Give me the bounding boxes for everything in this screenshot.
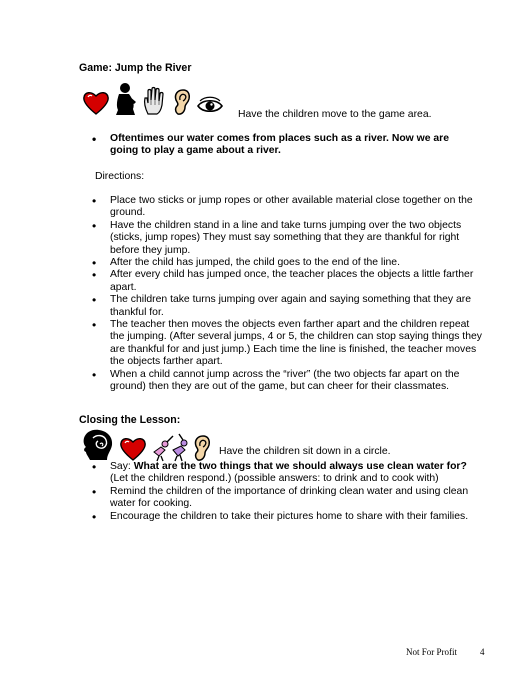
list-item: • The teacher then moves the objects even farther apart and the children repeat the jumping. (After several jumps, 4 or 5, the children can stop saying things they are thankful for and just jump.) Each time the line is finished, the teacher moves the objects farther apart. (92, 319, 482, 369)
ear-icon (192, 434, 212, 462)
child-silhouette-icon (113, 82, 139, 116)
list-item: • Place two sticks or jump ropes or other available material close together on the ground. (92, 195, 482, 220)
list-item: • When a child cannot jump across the “river” (the two objects far apart on the ground) then they are out of the game, but can cheer for their classmates. (92, 369, 482, 394)
closing-icon-caption: Have the children sit down in a circle. (219, 446, 391, 457)
say-prefix: Say: (110, 461, 134, 472)
hand-icon (142, 86, 166, 116)
ear-icon (172, 88, 192, 116)
eye-icon (196, 96, 224, 116)
heart-icon (82, 90, 110, 116)
page-number: 4 (480, 647, 485, 657)
game-heading: Game: Jump the River (79, 62, 192, 74)
list-item: • Encourage the children to take their pictures home to share with their families. (92, 511, 482, 523)
closing-heading: Closing the Lesson: (79, 414, 181, 426)
say-question: What are the two things that we should always use clean water for? (133, 461, 467, 472)
directions-label: Directions: (95, 171, 145, 182)
closing-list (92, 461, 482, 523)
list-item: • Have the children stand in a line and take turns jumping over the two objects (sticks, jump ropes) They must say something that they are thankful for right before they jump. (92, 220, 482, 257)
game-icon-row (82, 82, 224, 116)
list-item: • After the child has jumped, the child goes to the end of the line. (92, 257, 482, 269)
directions-list (92, 195, 482, 394)
game-icon-caption: Have the children move to the game area. (238, 109, 432, 120)
heart-icon (119, 436, 147, 462)
say-rest: (Let the children respond.) (possible answers: to drink and to cook with) (110, 473, 439, 485)
list-item (92, 461, 482, 486)
game-intro-list (92, 133, 472, 158)
list-item: • Remind the children of the importance of drinking clean water and using clean water for cooking. (92, 486, 482, 511)
list-item: • After every child has jumped once, the teacher places the objects a little farther apart. (92, 269, 482, 294)
list-item: • Oftentimes our water comes from places such as a river. Now we are going to play a game about a river. (92, 133, 472, 158)
pointing-figures-icon (151, 432, 189, 462)
footer-label: Not For Profit (406, 647, 458, 657)
list-item: • The children take turns jumping over again and saying something that they are thankful for. (92, 294, 482, 319)
head-profile-icon (80, 428, 116, 462)
closing-icon-row (80, 428, 212, 462)
